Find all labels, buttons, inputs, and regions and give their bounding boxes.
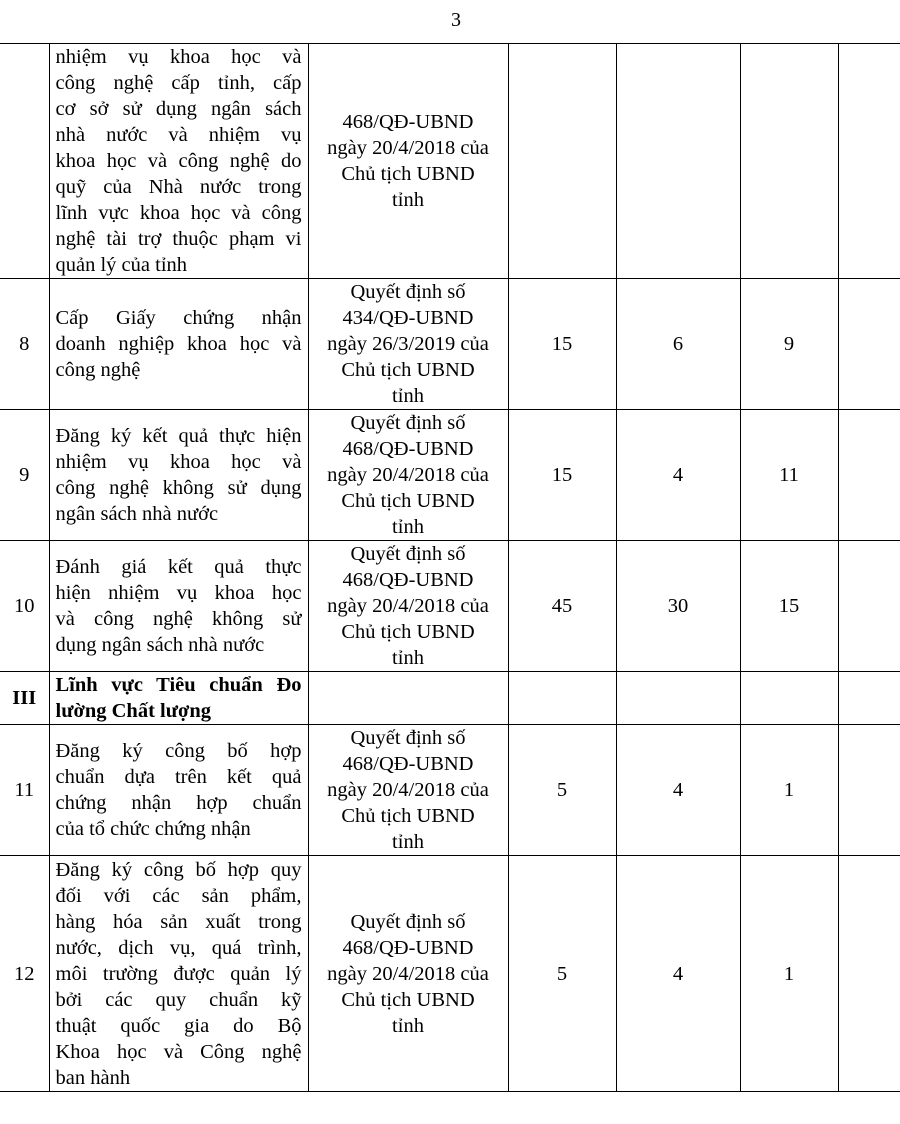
cell-text: Đánh giá kết quả thực: [55, 556, 302, 578]
cell-text: 468/QĐ-UBND: [342, 438, 474, 460]
value-column-1: [616, 725, 740, 856]
cell-text: khoa học và công nghệ do: [55, 150, 302, 172]
legal-basis: [308, 725, 508, 856]
section-row: [0, 672, 900, 725]
cell-text: đối với các sản phẩm,: [55, 884, 302, 907]
note-cell: [838, 541, 900, 672]
procedure-name: [49, 856, 308, 1092]
procedure-name: [49, 725, 308, 856]
total-days: [508, 410, 616, 541]
page-number: 3: [451, 9, 461, 31]
cell-text: quỹ của Nhà nước trong: [55, 176, 302, 198]
cell-text: nhiệm vụ khoa học và: [55, 451, 302, 473]
cell-text: 10: [14, 595, 35, 617]
cell-text: ngày 20/4/2018 của: [327, 779, 489, 801]
cell-text: doanh nghiệp khoa học và: [55, 333, 302, 355]
row-number: [0, 672, 49, 725]
cell-text: 9: [19, 464, 30, 486]
cell-text: 468/QĐ-UBND: [342, 753, 474, 775]
row-number: [0, 410, 49, 541]
cell-text: Chủ tịch UBND: [341, 805, 475, 827]
cell-text: 6: [672, 333, 684, 355]
procedure-name: [49, 672, 308, 725]
procedure-table: [0, 43, 900, 1092]
value-column-2: [740, 725, 838, 856]
legal-basis: [308, 44, 508, 279]
value-column-2: [740, 541, 838, 672]
legal-basis: [308, 541, 508, 672]
cell-text: ngân sách nhà nước: [55, 503, 219, 525]
cell-text: ngày 20/4/2018 của: [327, 137, 489, 159]
cell-text: Chủ tịch UBND: [341, 621, 475, 643]
cell-text: và công nghệ không sử: [55, 608, 302, 630]
cell-text: 15: [551, 464, 573, 486]
cell-text: Đăng ký kết quả thực hiện: [55, 425, 302, 447]
cell-text: hàng hóa sản xuất trong: [55, 910, 302, 933]
cell-text: Quyết định số: [350, 412, 466, 434]
cell-text: 8: [19, 333, 30, 355]
cell-text: hiện nhiệm vụ khoa học: [55, 582, 302, 604]
row-number: [0, 541, 49, 672]
cell-text: nhà nước và nhiệm vụ: [55, 124, 302, 146]
empty-cell: [308, 672, 508, 725]
row-number: [0, 44, 49, 279]
cell-text: Quyết định số: [350, 543, 466, 565]
cell-text: công nghệ không sử dụng: [55, 477, 302, 499]
note-cell: [838, 725, 900, 856]
table-row: [0, 279, 900, 410]
cell-text: 434/QĐ-UBND: [342, 307, 474, 329]
cell-text: Lĩnh vực Tiêu chuẩn Đo: [55, 674, 302, 696]
cell-text: Cấp Giấy chứng nhận: [55, 307, 302, 329]
value-column-2: [740, 44, 838, 279]
cell-text: chứng nhận hợp chuẩn: [55, 792, 302, 814]
cell-text: dụng ngân sách nhà nước: [55, 634, 265, 656]
cell-text: công nghệ cấp tỉnh, cấp: [55, 72, 302, 94]
cell-text: ngày 26/3/2019 của: [327, 333, 489, 355]
cell-text: 5: [556, 962, 568, 985]
total-days: [508, 725, 616, 856]
table-row: [0, 541, 900, 672]
value-column-1: [616, 279, 740, 410]
cell-text: chuẩn dựa trên kết quả: [55, 766, 302, 788]
cell-text: lường Chất lượng: [55, 700, 212, 722]
cell-text: quản lý của tỉnh: [55, 254, 188, 276]
cell-text: III: [12, 687, 37, 709]
table-row: [0, 44, 900, 279]
cell-text: tỉnh: [392, 516, 424, 538]
cell-text: ngày 20/4/2018 của: [327, 464, 489, 486]
cell-text: 12: [14, 962, 35, 985]
cell-text: môi trường được quản lý: [55, 962, 302, 985]
cell-text: 4: [672, 464, 684, 486]
cell-text: nước, dịch vụ, quá trình,: [55, 936, 302, 959]
note-cell: [838, 279, 900, 410]
legal-basis: [308, 410, 508, 541]
cell-text: Quyết định số: [350, 281, 466, 303]
cell-text: 468/QĐ-UBND: [342, 936, 474, 959]
cell-text: 468/QĐ-UBND: [342, 111, 474, 133]
cell-text: cơ sở sử dụng ngân sách: [55, 98, 302, 120]
row-number: [0, 856, 49, 1092]
procedure-name: [49, 410, 308, 541]
total-days: [508, 279, 616, 410]
value-column-1: [616, 44, 740, 279]
row-number: [0, 725, 49, 856]
cell-text: lĩnh vực khoa học và công: [55, 202, 302, 224]
cell-text: của tổ chức chứng nhận: [55, 818, 251, 840]
procedure-name: [49, 44, 308, 279]
empty-cell: [838, 672, 900, 725]
cell-text: Khoa học và Công nghệ: [55, 1040, 302, 1063]
cell-text: Đăng ký công bố hợp: [55, 740, 302, 762]
procedure-name: [49, 279, 308, 410]
value-column-1: [616, 856, 740, 1092]
legal-basis: [308, 279, 508, 410]
value-column-2: [740, 410, 838, 541]
table-row: [0, 725, 900, 856]
note-cell: [838, 856, 900, 1092]
row-number: [0, 279, 49, 410]
cell-text: tỉnh: [392, 647, 424, 669]
cell-text: 1: [783, 962, 795, 985]
value-column-2: [740, 279, 838, 410]
note-cell: [838, 44, 900, 279]
value-column-1: [616, 410, 740, 541]
cell-text: nghệ tài trợ thuộc phạm vi: [55, 228, 302, 250]
cell-text: Chủ tịch UBND: [341, 988, 475, 1011]
cell-text: ngày 20/4/2018 của: [327, 962, 489, 985]
cell-text: bởi các quy chuẩn kỹ: [55, 988, 302, 1011]
value-column-2: [740, 856, 838, 1092]
table-row: [0, 410, 900, 541]
cell-text: ban hành: [55, 1066, 131, 1089]
cell-text: 9: [783, 333, 795, 355]
cell-text: nhiệm vụ khoa học và: [55, 46, 302, 68]
cell-text: tỉnh: [392, 189, 424, 211]
cell-text: Chủ tịch UBND: [341, 490, 475, 512]
cell-text: tỉnh: [392, 831, 424, 853]
total-days: [508, 44, 616, 279]
value-column-1: [616, 541, 740, 672]
cell-text: tỉnh: [392, 385, 424, 407]
cell-text: 5: [556, 779, 568, 801]
note-cell: [838, 410, 900, 541]
cell-text: 45: [551, 595, 573, 617]
cell-text: tỉnh: [392, 1014, 424, 1037]
cell-text: 11: [779, 464, 799, 486]
cell-text: công nghệ: [55, 359, 141, 381]
cell-text: Đăng ký công bố hợp quy: [55, 858, 302, 881]
cell-text: thuật quốc gia do Bộ: [55, 1014, 302, 1037]
cell-text: 11: [14, 779, 35, 801]
cell-text: Chủ tịch UBND: [341, 163, 475, 185]
cell-text: 30: [667, 595, 689, 617]
procedure-name: [49, 541, 308, 672]
total-days: [508, 541, 616, 672]
table-row: [0, 856, 900, 1092]
cell-text: Chủ tịch UBND: [341, 359, 475, 381]
cell-text: 1: [783, 779, 795, 801]
cell-text: Quyết định số: [350, 727, 466, 749]
cell-text: 15: [778, 595, 800, 617]
total-days: [508, 856, 616, 1092]
cell-text: Quyết định số: [350, 910, 466, 933]
cell-text: 4: [672, 962, 684, 985]
legal-basis: [308, 856, 508, 1092]
cell-text: 15: [551, 333, 573, 355]
cell-text: 4: [672, 779, 684, 801]
cell-text: 468/QĐ-UBND: [342, 569, 474, 591]
empty-cell: [508, 672, 616, 725]
empty-cell: [616, 672, 740, 725]
empty-cell: [740, 672, 838, 725]
cell-text: ngày 20/4/2018 của: [327, 595, 489, 617]
